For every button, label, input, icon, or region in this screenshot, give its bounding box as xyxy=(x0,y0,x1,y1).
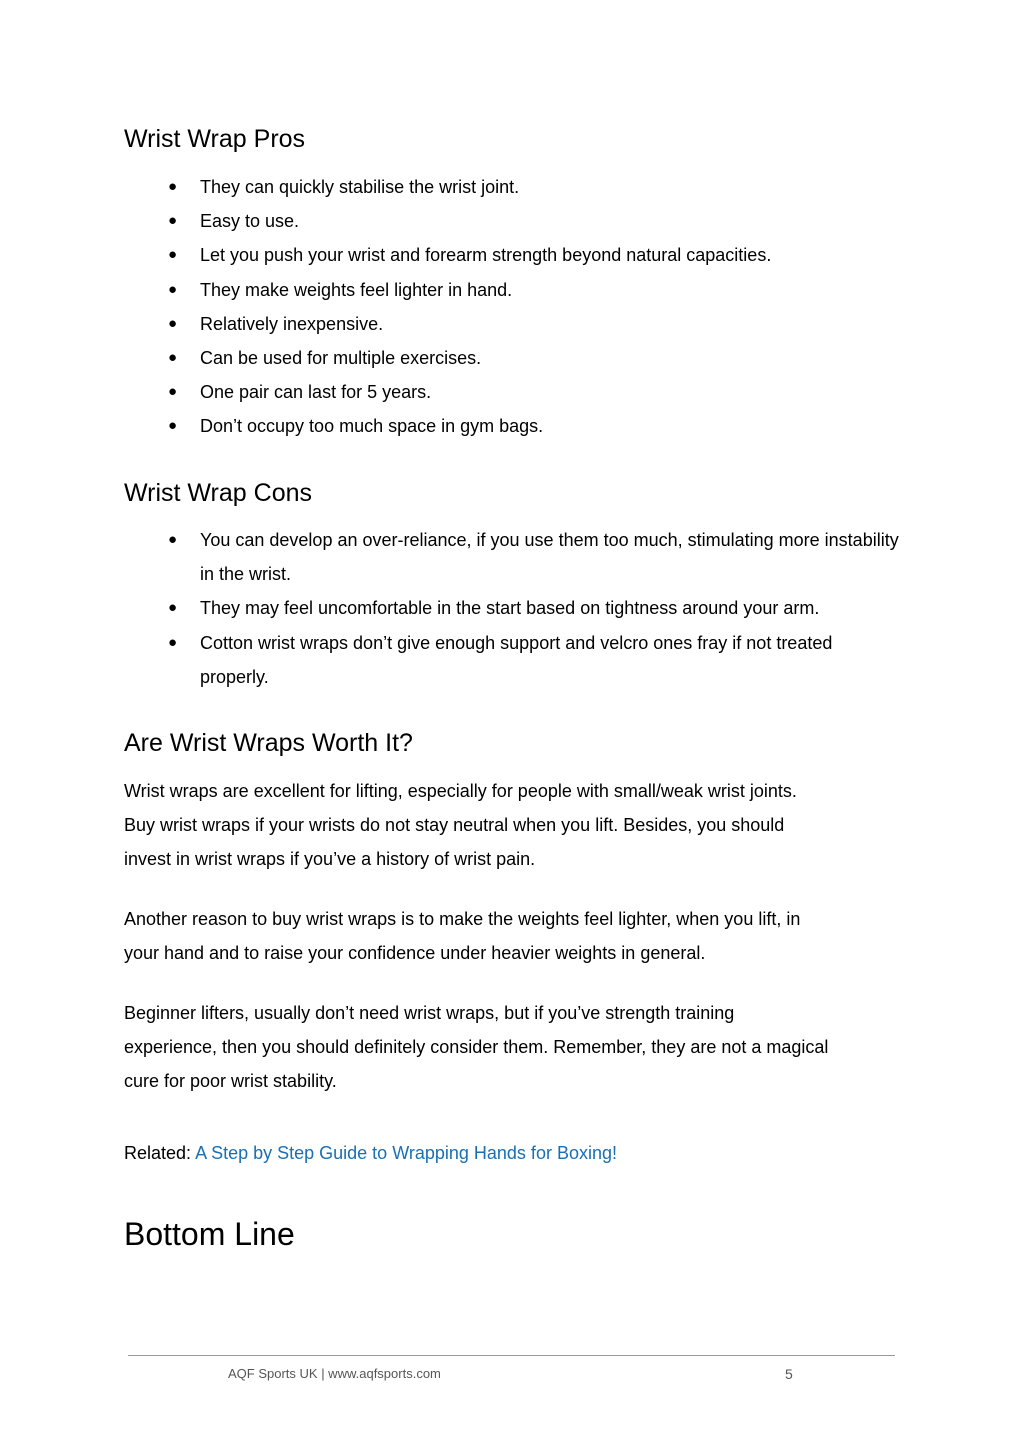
paragraph-line: Buy wrist wraps if your wrists do not stay neutral when you lift. Besides, you should xyxy=(124,815,785,836)
list-item-text: Don’t occupy too much space in gym bags. xyxy=(200,416,544,437)
paragraph xyxy=(124,902,914,970)
paragraph-line: Beginner lifters, usually don’t need wrist wraps, but if you’ve strength training xyxy=(124,1003,735,1023)
bullet-icon: ● xyxy=(168,246,178,264)
bullet-icon: ● xyxy=(168,633,178,651)
list-item-text: They make weights feel lighter in hand. xyxy=(200,279,513,300)
bullet-icon: ● xyxy=(168,531,178,548)
paragraph-line: Another reason to buy wrist wraps is to make the weights feel lighter, when you lift, in xyxy=(124,909,801,929)
bullet-icon: ● xyxy=(168,383,178,401)
list-item xyxy=(124,523,904,591)
list-item-text: Easy to use. xyxy=(200,211,300,232)
list-item xyxy=(124,170,904,204)
paragraph-line: Wrist wraps are excellent for lifting, especially for people with small/weak wrist joints. xyxy=(124,781,797,801)
list-item xyxy=(124,626,904,694)
bullet-icon: ● xyxy=(168,212,178,230)
list-item xyxy=(124,204,904,238)
list-item xyxy=(124,307,904,341)
footer-text: AQF Sports UK | www.aqfsports.com xyxy=(228,1366,441,1381)
related-link[interactable]: A Step by Step Guide to Wrapping Hands for Boxing! xyxy=(195,1143,617,1163)
paragraph xyxy=(124,774,914,877)
bullet-icon: ● xyxy=(168,599,178,617)
bullet-icon: ● xyxy=(168,417,178,435)
paragraph-line: your hand and to raise your confidence under heavier weights in general. xyxy=(124,943,706,964)
list-item xyxy=(124,273,904,307)
paragraph-line: invest in wrist wraps if you’ve a history of wrist pain. xyxy=(124,849,536,870)
bullet-icon: ● xyxy=(168,349,178,367)
footer-divider xyxy=(128,1355,895,1356)
worth-heading: Are Wrist Wraps Worth It? xyxy=(124,729,413,757)
list-item-text: You can develop an over-reliance, if you use them too much, stimulating more instability in the wrist. xyxy=(200,530,899,585)
list-item xyxy=(124,238,904,272)
paragraph xyxy=(124,996,914,1099)
related-label: Related: xyxy=(124,1143,192,1163)
list-item-text: Can be used for multiple exercises. xyxy=(200,348,482,369)
cons-heading: Wrist Wrap Cons xyxy=(124,479,313,507)
related-line xyxy=(124,1136,914,1170)
paragraph-line: cure for poor wrist stability. xyxy=(124,1071,337,1092)
list-item-text: Relatively inexpensive. xyxy=(200,313,384,334)
list-item xyxy=(124,375,904,409)
list-item-text: They can quickly stabilise the wrist joint. xyxy=(200,177,520,197)
list-item-text: One pair can last for 5 years. xyxy=(200,382,432,403)
list-item xyxy=(124,591,904,625)
list-item-text: Cotton wrist wraps don’t give enough support and velcro ones fray if not treated properly. xyxy=(200,632,833,687)
pros-list xyxy=(124,170,904,444)
bullet-icon: ● xyxy=(168,178,178,195)
list-item xyxy=(124,341,904,375)
list-item-text: They may feel uncomfortable in the start based on tightness around your arm. xyxy=(200,598,820,619)
list-item-text: Let you push your wrist and forearm strength beyond natural capacities. xyxy=(200,245,772,266)
cons-list xyxy=(124,523,904,694)
page-number: 5 xyxy=(785,1366,793,1382)
related-line-content xyxy=(124,1136,914,1170)
pros-heading: Wrist Wrap Pros xyxy=(124,125,306,153)
bullet-icon: ● xyxy=(168,314,178,332)
bullet-icon: ● xyxy=(168,280,178,298)
list-item xyxy=(124,409,904,443)
bottom-line-heading: Bottom Line xyxy=(124,1216,295,1252)
paragraph-line: experience, then you should definitely consider them. Remember, they are not a magical xyxy=(124,1037,829,1058)
